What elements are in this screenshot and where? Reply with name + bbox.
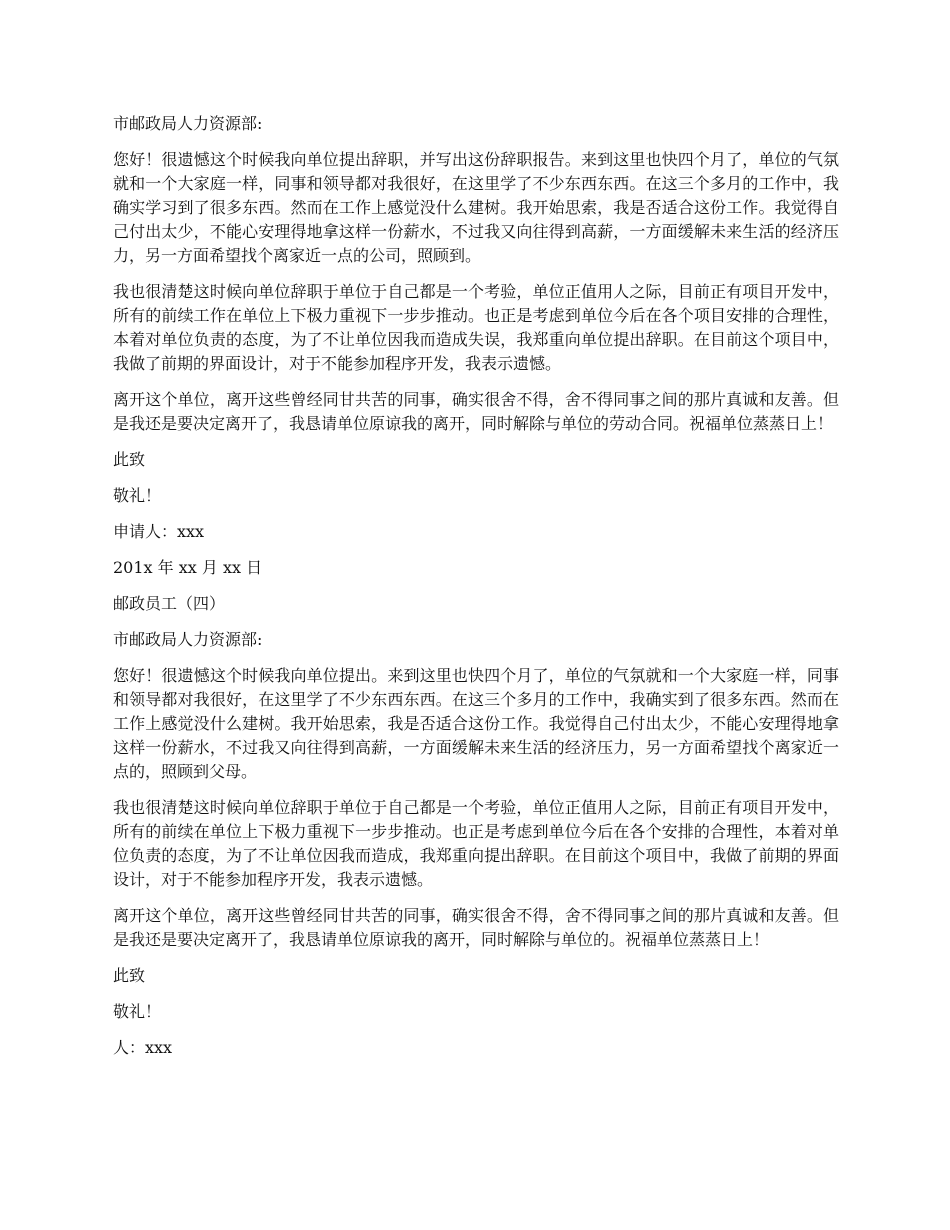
letter1-paragraph-3: 离开这个单位，离开这些曾经同甘共苦的同事，确实很舍不得，舍不得同事之间的那片真诚和友善。但是我还是要决定离开了，我恳请单位原谅我的离开，同时解除与单位的劳动合同。祝福单位蒸蒸日上！ (113, 390, 839, 433)
letter2-applicant: 人：xxx (113, 1038, 173, 1057)
letter2-paragraph-1: 您好！很遗憾这个时候我向单位提出。来到这里也快四个月了，单位的气氛就和一个大家庭一样，同事和领导都对我很好，在这里学了不少东西东西。在这三个多月的工作中，我确实到了很多东西。然而在工作上感觉没什么建树。我开始思索，我是否适合这份工作。我觉得自己付出太少，不能心安理得地拿这样一份薪水，不过我又向往得到高薪，一方面缓解未来生活的经济压力，另一方面希望找个离家近一点的，照顾到父母。 (113, 666, 839, 781)
letter1-closing-1: 此致 (113, 450, 146, 469)
letter1-applicant: 申请人：xxx (113, 522, 205, 541)
letter2-closing-1: 此致 (113, 966, 146, 985)
document-page (113, 112, 839, 1072)
letter2-paragraph-2: 我也很清楚这时候向单位辞职于单位于自己都是一个考验，单位正值用人之际，目前正有项目开发中，所有的前续在单位上下极力重视下一步步推动。也正是考虑到单位今后在各个安排的合理性，本着对单位负责的态度，为了不让单位因我而造成，我郑重向提出辞职。在目前这个项目中，我做了前期的界面设计，对于不能参加程序开发，我表示遗憾。 (113, 798, 839, 889)
letter1-paragraph-2: 我也很清楚这时候向单位辞职于单位于自己都是一个考验，单位正值用人之际，目前正有项目开发中，所有的前续工作在单位上下极力重视下一步步推动。也正是考虑到单位今后在各个项目安排的合理性，本着对单位负责的态度，为了不让单位因我而造成失误，我郑重向单位提出辞职。在目前这个项目中，我做了前期的界面设计，对于不能参加程序开发，我表示遗憾。 (113, 282, 839, 373)
letter2-salutation: 市邮政局人力资源部: (113, 630, 263, 649)
section-heading: 邮政员工（四） (113, 594, 226, 613)
letter1-date: 201x 年 xx 月 xx 日 (113, 558, 263, 577)
letter1-salutation: 市邮政局人力资源部: (113, 114, 263, 133)
letter1-paragraph-1: 您好！很遗憾这个时候我向单位提出辞职，并写出这份辞职报告。来到这里也快四个月了，单位的气氛就和一个大家庭一样，同事和领导都对我很好，在这里学了不少东西东西。在这三个多月的工作中，我确实学习到了很多东西。然而在工作上感觉没什么建树。我开始思索，我是否适合这份工作。我觉得自己付出太少，不能心安理得地拿这样一份薪水，不过我又向往得到高薪，一方面缓解未来生活的经济压力，另一方面希望找个离家近一点的公司，照顾到。 (113, 150, 839, 265)
letter2-paragraph-3: 离开这个单位，离开这些曾经同甘共苦的同事，确实很舍不得，舍不得同事之间的那片真诚和友善。但是我还是要决定离开了，我恳请单位原谅我的离开，同时解除与单位的。祝福单位蒸蒸日上！ (113, 906, 839, 949)
letter2-closing-2: 敬礼！ (113, 1002, 162, 1021)
letter1-closing-2: 敬礼！ (113, 486, 162, 505)
